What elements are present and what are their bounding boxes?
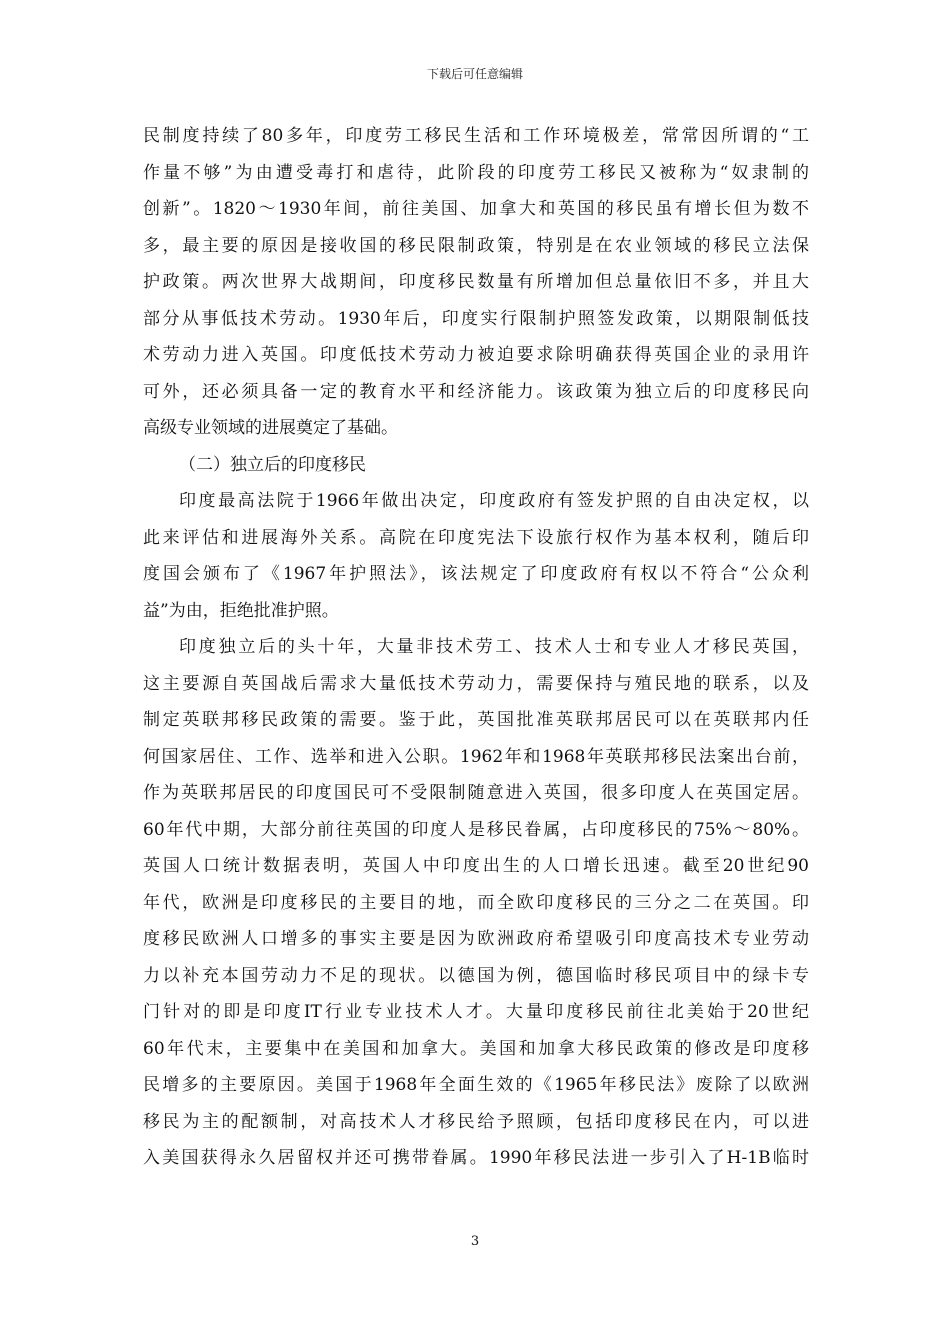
text-line: 60年代中期，大部分前往英国的印度人是移民眷属，占印度移民的75%～80%。 [143,819,809,840]
text-line: 高级专业领域的进展奠定了基础。 [143,418,398,438]
text-line: 这主要源自英国战后需求大量低技术劳动力，需要保持与殖民地的联系，以及 [143,673,809,694]
text-line: 入美国获得永久居留权并还可携带眷属。1990年移民法进一步引入了H-1B临时 [143,1148,809,1168]
text-line: 可外，还必须具备一定的教育水平和经济能力。该政策为独立后的印度移民向 [143,381,809,402]
text-line: 印度独立后的头十年，大量非技术劳工、技术人士和专业人才移民英国， [179,637,809,657]
text-line: 护政策。两次世界大战期间，印度移民数量有所增加但总量依旧不多，并且大 [143,272,809,292]
text-line: 力以补充本国劳动力不足的现状。以德国为例，德国临时移民项目中的绿卡专 [143,965,809,986]
text-line: （二）独立后的印度移民 [179,454,366,475]
text-line: 部分从事低技术劳动。1930年后，印度实行限制护照签发政策，以期限制低技 [143,308,809,329]
text-line: 60年代末，主要集中在美国和加拿大。美国和加拿大移民政策的修改是印度移 [143,1038,809,1059]
text-line: 术劳动力进入英国。印度低技术劳动力被迫要求除明确获得英国企业的录用许 [143,345,809,365]
text-line: 制定英联邦移民政策的需要。鉴于此，英国批准英联邦居民可以在英联邦内任 [143,710,809,730]
text-line: 多，最主要的原因是接收国的移民限制政策，特别是在农业领域的移民立法保 [143,235,809,256]
text-line: 英国人口统计数据表明，英国人中印度出生的人口增长迅速。截至20世纪90 [143,856,809,876]
text-line: 作为英联邦居民的印度国民可不受限制随意进入英国，很多印度人在英国定居。 [143,783,809,803]
text-line: 创新”。1820～1930年间，前往美国、加拿大和英国的移民虽有增长但为数不 [143,199,809,219]
body-text [143,118,809,1177]
text-line: 度移民欧洲人口增多的事实主要是因为欧洲政府希望吸引印度高技术专业劳动 [143,929,809,949]
page-header: 下载后可任意编辑 [426,67,523,81]
text-line: 门针对的即是印度IT行业专业技术人才。大量印度移民前往北美始于20世纪 [143,1002,809,1022]
paragraph [143,118,809,447]
text-line: 移民为主的配额制，对高技术人才移民给予照顾，包括印度移民在内，可以进 [143,1111,809,1132]
text-line: 民制度持续了80多年，印度劳工移民生活和工作环境极差，常常因所谓的“工 [143,126,809,146]
text-line: 年代，欧洲是印度移民的主要目的地，而全欧印度移民的三分之二在英国。印 [143,892,809,913]
paragraph [143,447,809,484]
paragraph [143,629,809,1177]
text-line: 此来评估和进展海外关系。高院在印度宪法下设旅行权作为基本权利，随后印 [143,527,809,548]
text-line: 何国家居住、工作、选举和进入公职。1962年和1968年英联邦移民法案出台前， [143,746,809,767]
text-line: 印度最高法院于1966年做出决定，印度政府有签发护照的自由决定权，以 [179,491,809,511]
paragraph [143,483,809,629]
text-line: 度国会颁布了《1967年护照法》，该法规定了印度政府有权以不符合“公众利 [143,564,809,584]
text-line: 作量不够”为由遭受毒打和虐待，此阶段的印度劳工移民又被称为“奴隶制的 [143,162,809,183]
page-number: 3 [470,1234,480,1249]
text-line: 益”为由，拒绝批准护照。 [143,600,339,621]
text-line: 民增多的主要原因。美国于1968年全面生效的《1965年移民法》废除了以欧洲 [143,1075,809,1095]
